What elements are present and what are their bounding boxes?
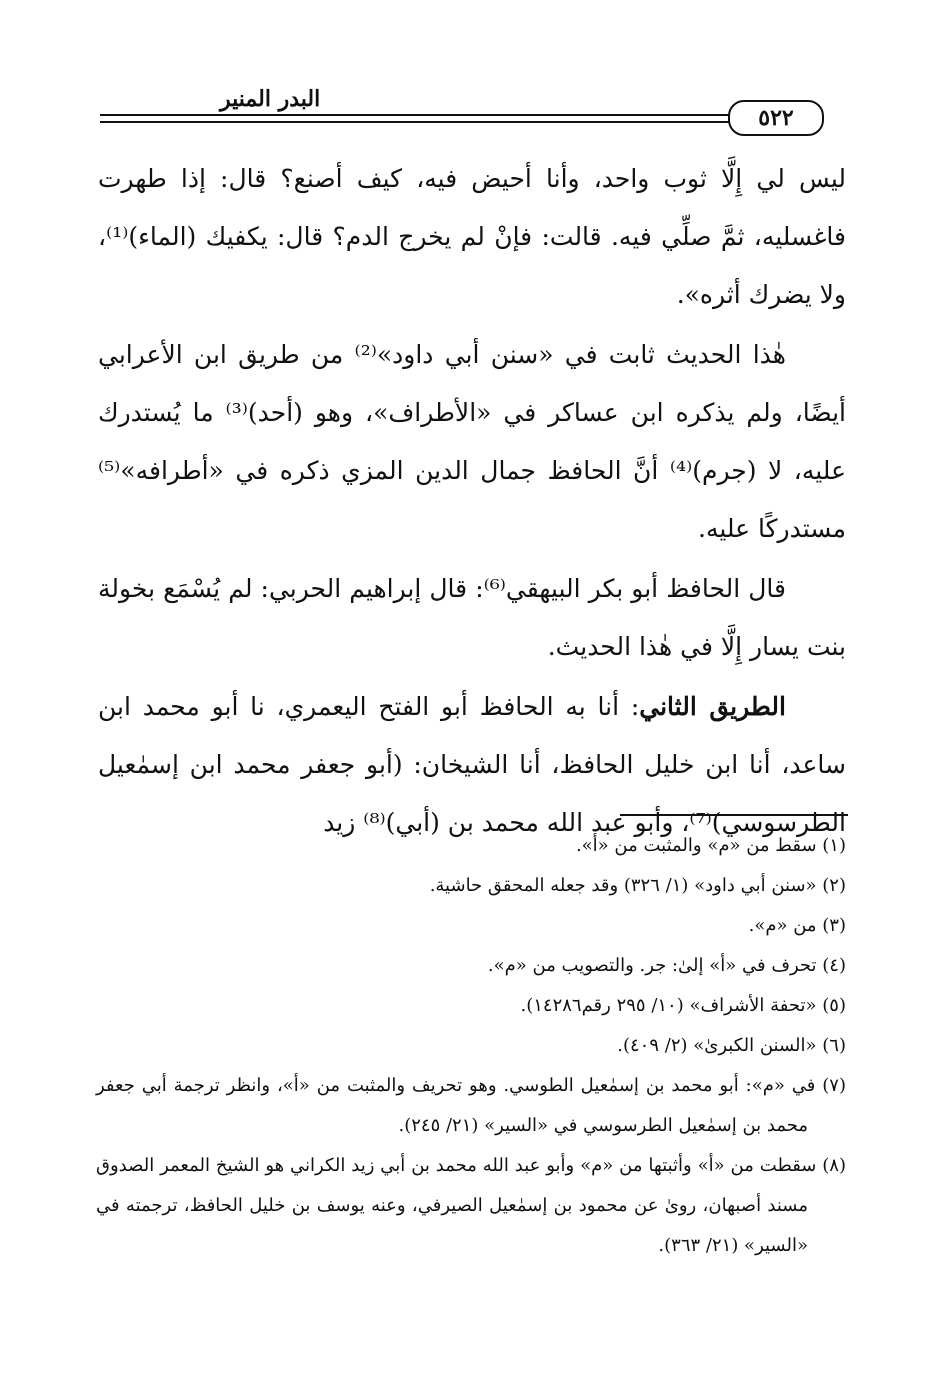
main-text: [98, 150, 846, 854]
footnote: (٦) «السنن الكبرىٰ» (٢/ ٤٠٩).: [617, 1035, 846, 1056]
footnote-separator: [620, 814, 848, 816]
page-number: ٥٢٢: [728, 100, 824, 136]
footnote: (٢) «سنن أبي داود» (١/ ٣٢٦) وقد جعله المحقق حاشية.: [429, 875, 846, 896]
paragraph: هٰذا الحديث ثابت في «سنن أبي داود»⁽²⁾ من طريق ابن الأعرابي أيضًا، ولم يذكره ابن عساكر في «الأطراف»، وهو (أحد)⁽³⁾ ما يُستدرك عليه، لا (جرم)⁽⁴⁾ أنَّ الحافظ جمال الدين المزي ذكره في «أطرافه»⁽⁵⁾ مستدركًا عليه.: [98, 340, 846, 543]
header-rule: [100, 114, 122, 116]
header-rule: [100, 114, 730, 116]
running-title: البدر المنير: [220, 86, 321, 112]
header-rule: [100, 121, 122, 123]
section-label: الطريق الثاني: [639, 692, 786, 721]
footnote: (٣) من «م».: [748, 915, 846, 936]
footnotes: [96, 826, 846, 1266]
footnote: (٥) «تحفة الأشراف» (١٠/ ٢٩٥ رقم١٤٢٨٦).: [520, 995, 846, 1016]
page-header: [100, 86, 848, 130]
paragraph: ليس لي إِلَّا ثوب واحد، وأنا أحيض فيه، كيف أصنع؟ قال: إذا طهرت فاغسليه، ثمَّ صلِّي فيه. قالت: فإنْ لم يخرج الدم؟ قال: يكفيك (الماء)⁽¹⁾، ولا يضرك أثره».: [98, 164, 846, 309]
header-rule: [100, 121, 730, 123]
footnote: (٤) تحرف في «أ» إلىٰ: جر. والتصويب من «م».: [487, 955, 846, 976]
footnote: (٨) سقطت من «أ» وأثبتها من «م» وأبو عبد الله محمد بن أبي زيد الكراني هو الشيخ المعمر الصدوق مسند أصبهان، روىٰ عن محمود بن إسمٰعيل الصيرفي، وعنه يوسف بن خليل الحافظ، ترجمته في «السير» (٢١/ ٣٦٣).: [96, 1155, 846, 1256]
paragraph-text: : أنا به الحافظ أبو الفتح اليعمري، نا أبو محمد ابن ساعد، أنا ابن خليل الحافظ، أنا الشيخان: (أبو جعفر محمد ابن إسمٰعيل الطرسوسي)⁽⁷⁾، وأبو عبد الله محمد بن (أبي)⁽⁸⁾ زيد: [98, 692, 846, 837]
paragraph: قال الحافظ أبو بكر البيهقي⁽⁶⁾: قال إبراهيم الحربي: لم يُسْمَع بخولة بنت يسار إِلَّا في هٰذا الحديث.: [98, 574, 846, 661]
footnote: (١) سقط من «م» والمثبت من «أ».: [575, 835, 846, 856]
footnote: (٧) في «م»: أبو محمد بن إسمٰعيل الطوسي. وهو تحريف والمثبت من «أ»، وانظر ترجمة أبي جعفر محمد بن إسمٰعيل الطرسوسي في «السير» (٢١/ ٢٤٥).: [96, 1075, 846, 1136]
